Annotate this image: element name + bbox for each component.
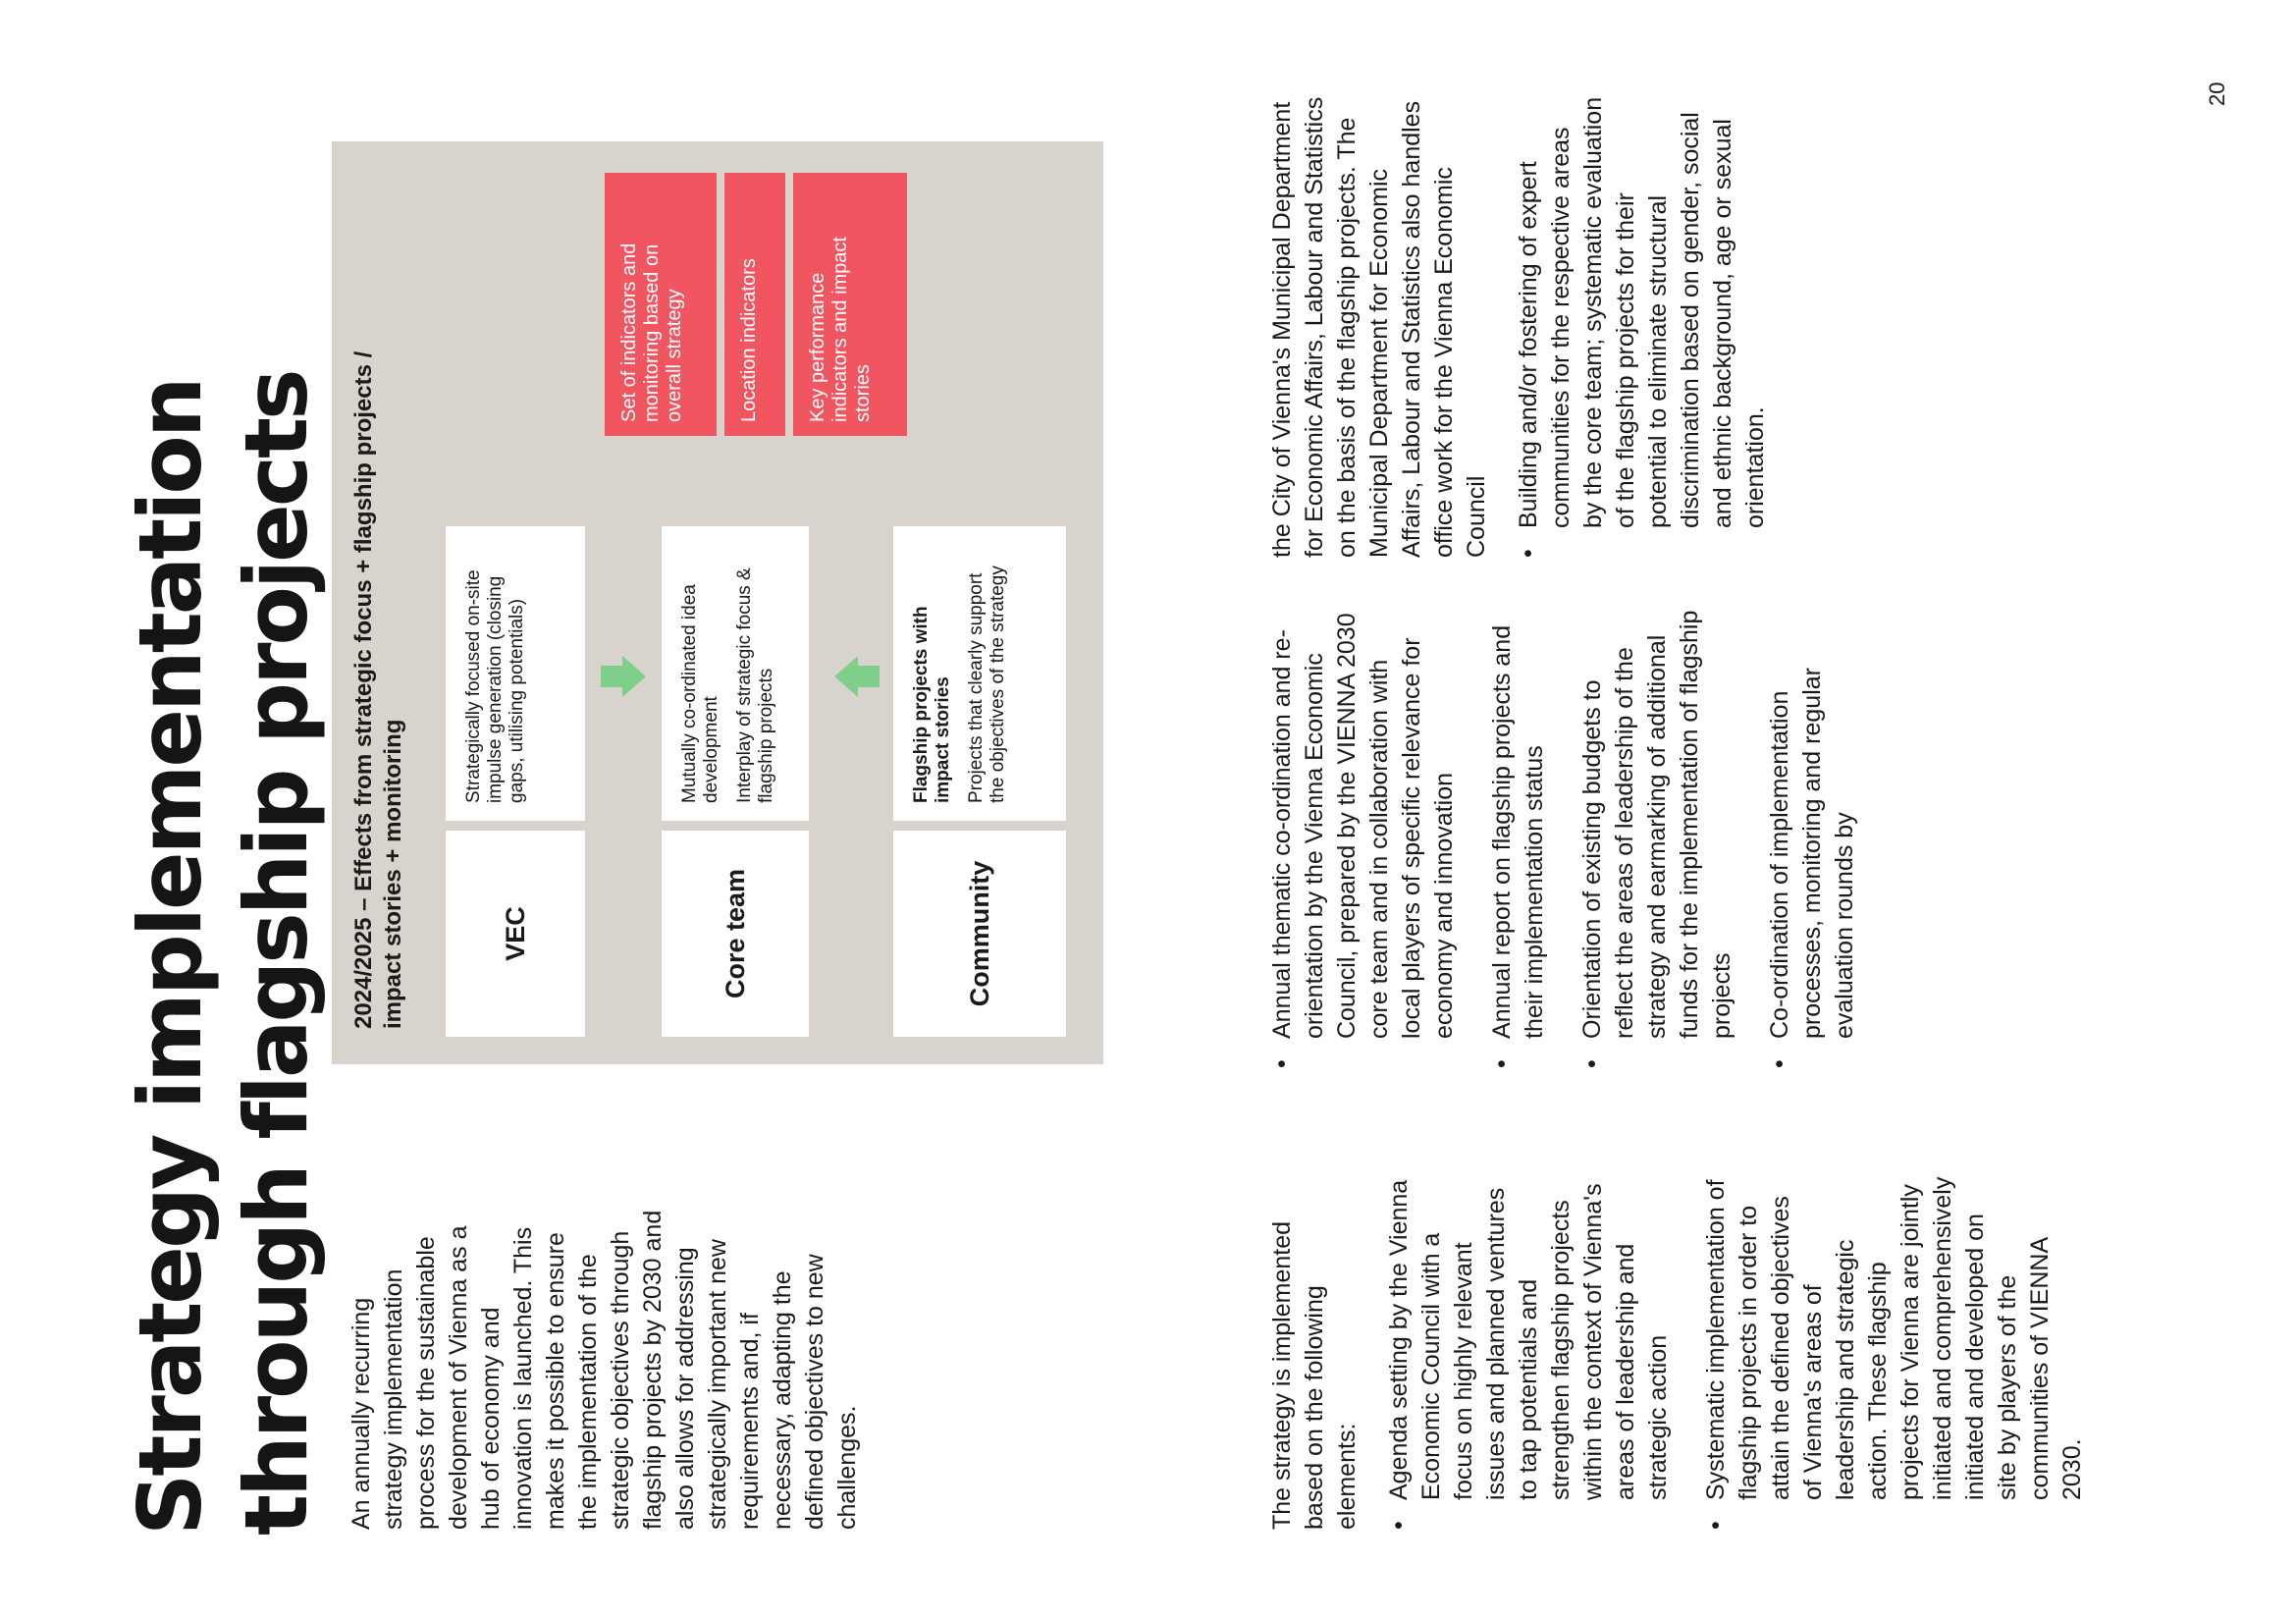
implementation-elements-right: [1266, 96, 1797, 558]
diagram-column-core-team: [662, 831, 809, 1037]
page-title: Strategy implementation through flagship projects: [120, 371, 327, 1536]
bullet-list: [1383, 1176, 2089, 1530]
list-item: • Co-ordination of implementation processes, monitoring and regular evaluation rounds by: [1764, 607, 1861, 1068]
column-description: Mutually co-ordinated idea development: [679, 584, 721, 803]
diagram-column-vec-desc: [446, 526, 585, 821]
intro-paragraph: An annually recurring strategy implementation process for the sustainable development of Vienna as a hub of economy and innovation is launched. This makes it possible to ensure the implementation of the strategic objectives through flagship projects by 2030 and also allows for addressing strategically important new requirements and, if necessary, adapting the defined objectives to new challenges.: [347, 1210, 861, 1530]
implementation-elements-left: [1266, 1176, 2114, 1530]
column-description: Strategically focused on-site impulse generation (closing gaps, utilising potentials): [463, 569, 527, 803]
list-item: • Systematic implementation of flagship projects in order to attain the defined objectives of Vienna's areas of leadership and strategic action. These flagship projects for Vienna are jointly initiated and comprehensively initiated and developed on site by players of the communities of VIENNA 2030.: [1700, 1176, 2089, 1530]
indicator-overall-strategy: Set of indicators and monitoring based on overall strategy: [605, 173, 717, 436]
column-name: Community: [964, 860, 994, 1007]
continuation-paragraph: the City of Vienna's Municipal Department for Economic Affairs, Labour and Statistics on the basis of the flagship projects. The Municipal Department for Economic Affairs, Labour and Statistics also handles office work for the Vienna Economic Council: [1268, 96, 1490, 558]
diagram-column-vec: [446, 831, 585, 1037]
arrow-down-icon: [601, 656, 646, 697]
diagram-column-community: [893, 831, 1066, 1037]
indicator-location: Location indicators: [724, 173, 785, 436]
list-item: • Orientation of existing budgets to reflect the areas of leadership of the strategy and earmarking of additional funds for the implementation of flagship projects: [1576, 607, 1738, 1068]
diagram-column-community-desc: [893, 526, 1066, 821]
lead-paragraph: The strategy is implemented based on the following elements:: [1268, 1220, 1361, 1530]
list-item: • Annual thematic co-ordination and re-orientation by the Vienna Economic Council, prepared by the VIENNA 2030 core team and in collaboration with local players of specific relevance for economy and innovation: [1266, 607, 1461, 1068]
bullet-list: [1266, 607, 1861, 1068]
diagram-title: 2024/2025 – Effects from strategic focus + flagship projects / impact stories + monitoring: [350, 351, 406, 1029]
indicator-kpi-impact-stories: Key performance indicators and impact stories: [793, 173, 907, 436]
column-name: VEC: [500, 906, 530, 961]
implementation-elements-mid: [1266, 607, 1887, 1068]
page-number: 20: [2205, 81, 2229, 106]
column-description: Projects that clearly support the objectives of the strategy: [966, 566, 1008, 803]
arrow-up-icon: [834, 656, 880, 697]
process-diagram: [332, 141, 1103, 1064]
column-name: Core team: [720, 868, 750, 999]
list-item: • Building and/or fostering of expert communities for the respective areas by the core team; systematic evaluation of the flagship projects for their potential to eliminate structural discrimination based on gender, social and ethnic background, age or sexual orientation.: [1513, 96, 1772, 558]
column-description-2: Interplay of strategic focus & flagship projects: [734, 567, 776, 803]
bullet-list: [1513, 96, 1772, 558]
list-item: • Annual report on flagship projects and their implementation status: [1486, 607, 1551, 1068]
diagram-column-core-team-desc: [662, 526, 809, 821]
list-item: • Agenda setting by the Vienna Economic Council with a focus on highly relevant issues and planned ventures to tap potentials and strengthen flagship projects within the context of Vienna's areas of leadership and strategic action: [1383, 1176, 1675, 1530]
column-description-bold: Flagship projects with impact stories: [911, 606, 953, 803]
